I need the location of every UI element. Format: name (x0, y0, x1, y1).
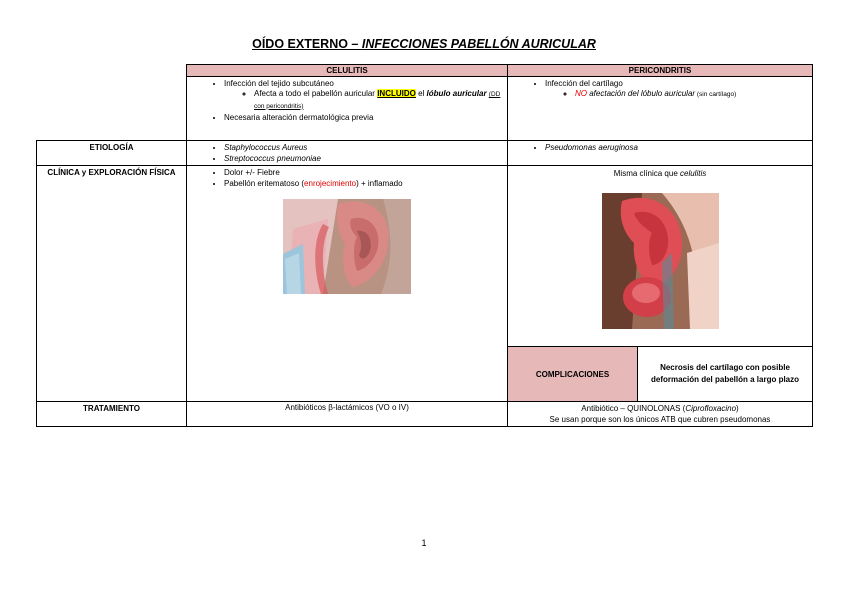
etiologia-celulitis-item-2: • Streptococcus pneumoniae (224, 153, 504, 164)
tratamiento-celulitis: Antibióticos β-lactámicos (VO o IV) (187, 402, 508, 427)
clinica-label: CLÍNICA y EXPLORACIÓN FÍSICA (37, 166, 187, 402)
etiologia-row (37, 141, 813, 166)
intro-celulitis (187, 77, 508, 141)
infections-table (36, 64, 813, 427)
misma-clinica: Misma clínica que celulitis (613, 169, 707, 178)
intro-pericondritis (508, 77, 813, 141)
intro-row (37, 77, 813, 141)
clinica-row (37, 166, 813, 402)
etiologia-celulitis-item-1: • Staphylococcus Aureus (224, 142, 504, 153)
celulitis-intro-item-2: • Necesaria alteración dermatológica previa (224, 112, 504, 123)
corner-cell (37, 65, 187, 77)
tratamiento-label: TRATAMIENTO (37, 402, 187, 427)
clinica-pericondritis (508, 166, 813, 402)
clinica-celulitis (187, 166, 508, 402)
enrojecimiento-red: enrojecimiento (304, 179, 357, 188)
tratamiento-pericondritis: Antibiótico – QUINOLONAS (Ciprofloxacino) Se usan porque son los únicos ATB que cubren pseudomonas (508, 402, 813, 427)
celulitis-ear-photo (283, 199, 411, 294)
clinica-celulitis-item-2: • Pabellón eritematoso (enrojecimiento) + inflamado (224, 178, 504, 189)
header-row (37, 65, 813, 77)
pericondritis-intro-subitem: ◦ NO afectación del lóbulo auricular (sin cartílago) (575, 89, 809, 101)
clinica-celulitis-item-1: • Dolor +/- Fiebre (224, 167, 504, 178)
tratamiento-row (37, 402, 813, 427)
page-number: 1 (421, 538, 427, 548)
dd-note: (DD con pericondritis) (254, 91, 501, 110)
pericondritis-ear-photo (602, 193, 719, 329)
celulitis-intro-subitem: ◦ Afecta a todo el pabellón auricular INCLUIDO el lóbulo auricular (DD con pericondritis) (254, 89, 504, 112)
complicaciones-label: COMPLICACIONES (508, 347, 638, 401)
title-italic: INFECCIONES PABELLÓN AURICULAR (361, 37, 596, 51)
etiologia-celulitis (187, 141, 508, 166)
etiologia-label: ETIOLOGÍA (37, 141, 187, 166)
header-pericondritis: PERICONDRITIS (508, 65, 813, 77)
title-prefix: OÍDO EXTERNO – (252, 37, 362, 51)
no-red-text: NO (575, 89, 587, 98)
etiologia-pericondritis (508, 141, 813, 166)
pericondritis-intro-item-1: • Infección del cartílago ◦ NO afectación del lóbulo auricular (sin cartílago) (545, 78, 809, 101)
etiologia-pericondritis-item-1: • Pseudomonas aeruginosa (545, 142, 809, 153)
included-highlight: INCLUIDO (377, 89, 416, 98)
intro-label-empty (37, 77, 187, 141)
complicaciones-row (508, 346, 812, 401)
complicaciones-text: Necrosis del cartílago con posible deformación del pabellón a largo plazo (650, 363, 800, 384)
celulitis-intro-item-1: • Infección del tejido subcutáneo ◦ Afecta a todo el pabellón auricular INCLUIDO el lóbulo auricular (DD con pericondritis) (224, 78, 504, 112)
page-title (0, 37, 848, 51)
header-celulitis: CELULITIS (187, 65, 508, 77)
